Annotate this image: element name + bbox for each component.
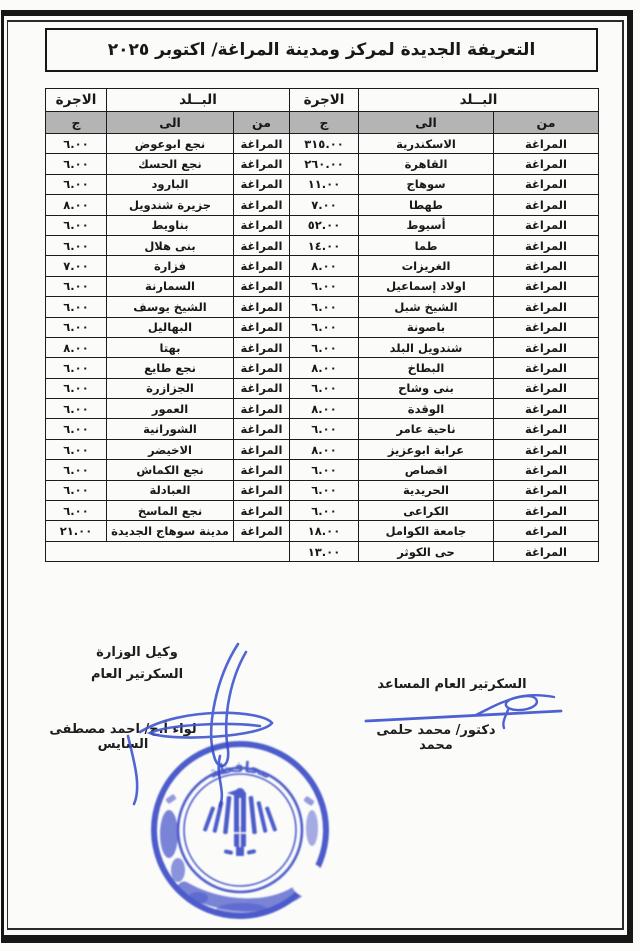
table-row bbox=[46, 235, 599, 255]
cell-to-right: طما bbox=[359, 235, 494, 255]
table-row bbox=[46, 215, 599, 235]
cell-from-left: المراغة bbox=[234, 419, 290, 439]
cell-from-right: المراغة bbox=[494, 256, 599, 276]
cell-to-right: شندويل البلد bbox=[359, 337, 494, 357]
fare-table-wrap bbox=[45, 88, 598, 562]
cell-from-left: المراغة bbox=[234, 134, 290, 154]
right-signatory-title: السكرتير العام المساعد bbox=[377, 677, 527, 692]
cell-fare-right: ٨.٠٠ bbox=[290, 358, 359, 378]
cell-from-left: المراغة bbox=[234, 256, 290, 276]
fare-table-body bbox=[46, 134, 599, 562]
cell-fare-right: ٥٢.٠٠ bbox=[290, 215, 359, 235]
table-row bbox=[46, 439, 599, 459]
page-title: التعريفة الجديدة لمركز ومدينة المراغة/ اكتوبر ٢٠٢٥ bbox=[107, 40, 536, 60]
table-row bbox=[46, 317, 599, 337]
table-row bbox=[46, 399, 599, 419]
header-from-right: من bbox=[494, 112, 599, 134]
cell-to-right: ناحية عامر bbox=[359, 419, 494, 439]
cell-fare-left: ٦.٠٠ bbox=[46, 480, 107, 500]
cell-from-left: المراغة bbox=[234, 378, 290, 398]
cell-empty-left bbox=[46, 541, 290, 561]
cell-to-left: فزارة bbox=[107, 256, 234, 276]
cell-fare-right: ٦.٠٠ bbox=[290, 337, 359, 357]
cell-fare-right: ١٤.٠٠ bbox=[290, 235, 359, 255]
cell-fare-left: ٦.٠٠ bbox=[46, 235, 107, 255]
cell-fare-left: ٦.٠٠ bbox=[46, 215, 107, 235]
cell-to-right: بنى وشاح bbox=[359, 378, 494, 398]
cell-from-left: المراغة bbox=[234, 480, 290, 500]
cell-from-right: المراغة bbox=[494, 378, 599, 398]
cell-from-left: المراغة bbox=[234, 439, 290, 459]
cell-from-left: المراغة bbox=[234, 215, 290, 235]
cell-to-right: الحريدية bbox=[359, 480, 494, 500]
cell-from-right: المراغة bbox=[494, 134, 599, 154]
cell-to-right: الغريزات bbox=[359, 256, 494, 276]
cell-from-right: المراغة bbox=[494, 154, 599, 174]
cell-fare-left: ٦.٠٠ bbox=[46, 276, 107, 296]
document-title-box bbox=[45, 28, 598, 72]
cell-fare-left: ٦.٠٠ bbox=[46, 501, 107, 521]
cell-to-left: جزيرة شندويل bbox=[107, 195, 234, 215]
cell-from-right: المراغة bbox=[494, 419, 599, 439]
cell-to-right: اقصاص bbox=[359, 460, 494, 480]
table-row bbox=[46, 154, 599, 174]
table-row bbox=[46, 541, 599, 561]
cell-to-left: البارود bbox=[107, 174, 234, 194]
cell-from-left: المراغة bbox=[234, 317, 290, 337]
cell-fare-right: ٢٦٠.٠٠ bbox=[290, 154, 359, 174]
right-signatory-name: دكتور/ محمد حلمى محمد bbox=[376, 723, 496, 753]
cell-to-left: العبادلة bbox=[107, 480, 234, 500]
header-country-left: البــلد bbox=[107, 89, 290, 112]
cell-to-right: اولاد إسماعيل bbox=[359, 276, 494, 296]
table-row bbox=[46, 358, 599, 378]
cell-to-right: الاسكندرية bbox=[359, 134, 494, 154]
cell-to-left: بناويط bbox=[107, 215, 234, 235]
cell-to-left: نجع الحسك bbox=[107, 154, 234, 174]
cell-fare-right: ٦.٠٠ bbox=[290, 297, 359, 317]
table-row bbox=[46, 195, 599, 215]
header-to-left: الى bbox=[107, 112, 234, 134]
cell-fare-right: ١٨.٠٠ bbox=[290, 521, 359, 541]
table-row bbox=[46, 378, 599, 398]
cell-to-left: السمارنة bbox=[107, 276, 234, 296]
cell-to-right: سوهاج bbox=[359, 174, 494, 194]
cell-fare-left: ٧.٠٠ bbox=[46, 256, 107, 276]
cell-fare-left: ٦.٠٠ bbox=[46, 439, 107, 459]
cell-fare-right: ٦.٠٠ bbox=[290, 480, 359, 500]
cell-to-left: العمور bbox=[107, 399, 234, 419]
cell-from-left: المراغة bbox=[234, 460, 290, 480]
table-row bbox=[46, 501, 599, 521]
cell-to-right: جامعة الكوامل bbox=[359, 521, 494, 541]
cell-from-left: المراغة bbox=[234, 154, 290, 174]
cell-from-left: المراغة bbox=[234, 174, 290, 194]
cell-from-left: المراغة bbox=[234, 521, 290, 541]
table-row bbox=[46, 297, 599, 317]
cell-fare-left: ٦.٠٠ bbox=[46, 297, 107, 317]
cell-fare-right: ٧.٠٠ bbox=[290, 195, 359, 215]
table-row bbox=[46, 276, 599, 296]
header-fare-left: الاجرة bbox=[46, 89, 107, 112]
cell-from-right: المراغة bbox=[494, 541, 599, 561]
cell-from-left: المراغة bbox=[234, 358, 290, 378]
cell-to-right: الكراعى bbox=[359, 501, 494, 521]
cell-from-right: المراغة bbox=[494, 399, 599, 419]
cell-fare-left: ٨.٠٠ bbox=[46, 337, 107, 357]
cell-to-left: البهاليل bbox=[107, 317, 234, 337]
cell-fare-left: ٦.٠٠ bbox=[46, 358, 107, 378]
cell-to-right: طهطا bbox=[359, 195, 494, 215]
cell-to-left: مدينة سوهاج الجديدة bbox=[107, 521, 234, 541]
cell-fare-left: ٦.٠٠ bbox=[46, 378, 107, 398]
cell-fare-right: ٨.٠٠ bbox=[290, 399, 359, 419]
header-row-country bbox=[46, 89, 599, 112]
table-row bbox=[46, 337, 599, 357]
cell-from-right: المراغة bbox=[494, 174, 599, 194]
eagle-icon bbox=[203, 788, 278, 856]
table-row bbox=[46, 480, 599, 500]
cell-from-right: المراغة bbox=[494, 480, 599, 500]
cell-to-left: الجزازرة bbox=[107, 378, 234, 398]
cell-fare-left: ٦.٠٠ bbox=[46, 134, 107, 154]
left-signatory-title-2: السكرتير العام bbox=[90, 667, 184, 682]
cell-fare-right: ١٣.٠٠ bbox=[290, 541, 359, 561]
cell-from-right: المراغة bbox=[494, 501, 599, 521]
cell-fare-right: ٦.٠٠ bbox=[290, 501, 359, 521]
fare-table bbox=[45, 88, 599, 562]
cell-from-left: المراغة bbox=[234, 501, 290, 521]
table-row bbox=[46, 134, 599, 154]
header-fare-right: الاجرة bbox=[290, 89, 359, 112]
cell-to-left: نجع ابوعوض bbox=[107, 134, 234, 154]
cell-from-left: المراغة bbox=[234, 276, 290, 296]
cell-from-right: المراغه bbox=[494, 521, 599, 541]
cell-to-left: نجع طايع bbox=[107, 358, 234, 378]
cell-to-right: الشيخ شبل bbox=[359, 297, 494, 317]
cell-to-left: الاخيضر bbox=[107, 439, 234, 459]
cell-from-right: المراغة bbox=[494, 215, 599, 235]
cell-fare-right: ٦.٠٠ bbox=[290, 419, 359, 439]
cell-from-right: المراغة bbox=[494, 317, 599, 337]
left-signatory-name: لواء أ.ح/ احمد مصطفى السايس bbox=[49, 722, 197, 752]
cell-fare-left: ٦.٠٠ bbox=[46, 419, 107, 439]
cell-from-left: المراغة bbox=[234, 235, 290, 255]
cell-fare-left: ٦.٠٠ bbox=[46, 460, 107, 480]
cell-from-right: المراغة bbox=[494, 439, 599, 459]
cell-to-left: الشورانية bbox=[107, 419, 234, 439]
table-row bbox=[46, 419, 599, 439]
cell-to-right: الوقدة bbox=[359, 399, 494, 419]
header-to-right: الى bbox=[359, 112, 494, 134]
cell-to-left: بهتا bbox=[107, 337, 234, 357]
cell-fare-right: ٦.٠٠ bbox=[290, 460, 359, 480]
cell-from-left: المراغة bbox=[234, 337, 290, 357]
cell-fare-left: ٦.٠٠ bbox=[46, 154, 107, 174]
cell-fare-right: ٦.٠٠ bbox=[290, 378, 359, 398]
cell-fare-left: ٦.٠٠ bbox=[46, 317, 107, 337]
cell-fare-left: ٦.٠٠ bbox=[46, 399, 107, 419]
cell-to-right: باصونة bbox=[359, 317, 494, 337]
cell-fare-right: ٨.٠٠ bbox=[290, 439, 359, 459]
header-country-right: البــلد bbox=[359, 89, 599, 112]
cell-fare-right: ٣١٥.٠٠ bbox=[290, 134, 359, 154]
left-signatory-title-1: وكيل الوزارة bbox=[96, 645, 178, 660]
header-pound-left: ج bbox=[46, 112, 107, 134]
cell-from-right: المراغة bbox=[494, 276, 599, 296]
cell-fare-right: ١١.٠٠ bbox=[290, 174, 359, 194]
stamp-ink-gap bbox=[291, 863, 325, 897]
cell-from-right: المراغة bbox=[494, 195, 599, 215]
cell-from-right: المراغة bbox=[494, 337, 599, 357]
cell-from-right: المراغة bbox=[494, 297, 599, 317]
table-row bbox=[46, 460, 599, 480]
header-pound-right: ج bbox=[290, 112, 359, 134]
table-row bbox=[46, 521, 599, 541]
cell-fare-right: ٦.٠٠ bbox=[290, 276, 359, 296]
cell-to-left: الشيخ يوسف bbox=[107, 297, 234, 317]
cell-from-left: المراغة bbox=[234, 297, 290, 317]
cell-to-right: البطاخ bbox=[359, 358, 494, 378]
cell-to-right: عرابة ابوعزيز bbox=[359, 439, 494, 459]
cell-to-right: القاهرة bbox=[359, 154, 494, 174]
cell-fare-left: ٢١.٠٠ bbox=[46, 521, 107, 541]
cell-to-right: حى الكوثر bbox=[359, 541, 494, 561]
header-from-left: من bbox=[234, 112, 290, 134]
svg-text:محافظة bbox=[206, 758, 274, 782]
cell-to-left: نجع الكماش bbox=[107, 460, 234, 480]
stamp-top-text: محافظة bbox=[205, 757, 275, 783]
cell-fare-right: ٨.٠٠ bbox=[290, 256, 359, 276]
cell-from-left: المراغة bbox=[234, 195, 290, 215]
cell-from-right: المراغة bbox=[494, 358, 599, 378]
cell-to-left: بنى هلال bbox=[107, 235, 234, 255]
cell-to-right: أسيوط bbox=[359, 215, 494, 235]
table-row bbox=[46, 174, 599, 194]
cell-from-left: المراغة bbox=[234, 399, 290, 419]
cell-fare-right: ٦.٠٠ bbox=[290, 317, 359, 337]
header-row-fields bbox=[46, 112, 599, 134]
governorate-eagle-stamp bbox=[136, 738, 344, 930]
cell-from-right: المراغة bbox=[494, 235, 599, 255]
cell-to-left: نجع الماسخ bbox=[107, 501, 234, 521]
table-row bbox=[46, 256, 599, 276]
cell-fare-left: ٨.٠٠ bbox=[46, 195, 107, 215]
cell-fare-left: ٦.٠٠ bbox=[46, 174, 107, 194]
cell-from-right: المراغة bbox=[494, 460, 599, 480]
